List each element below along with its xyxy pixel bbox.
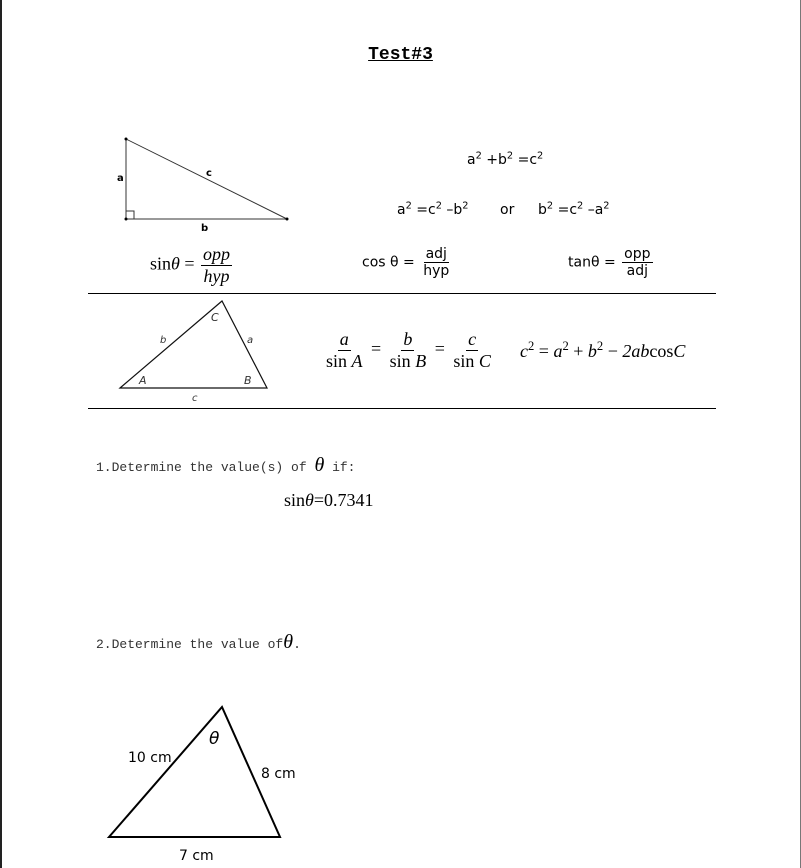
theta-angle-label: θ [209, 729, 220, 749]
pythagoras-variant-b: $b^2 =c^2$ $-a^2$ [538, 200, 610, 218]
pythagoras-variant-a: $a^2 =c^2$ $-b^2$ [397, 200, 469, 218]
page-title: Test#3 [368, 45, 433, 65]
question-2-triangle-diagram [100, 700, 320, 868]
vertex-C-label: C [211, 311, 219, 324]
triangle-vertex [286, 218, 289, 221]
sine-numerator: opp [203, 244, 231, 264]
sine-law-formula: $\frac{a}{\text{sin A}}$ = $\frac{b}{\text{sin B}}$ = $\frac{c}{\text{sin C}}$ [326, 329, 491, 371]
right-angle-marker [126, 211, 134, 219]
side-b-label: b [160, 335, 167, 346]
tangent-numerator: opp [624, 246, 651, 262]
right-side-length-label: 8 cm [261, 766, 296, 782]
side-a-label: a [117, 173, 124, 184]
page-left-border [0, 0, 2, 868]
question-1-equation: sinθ=0.7341 [284, 490, 374, 510]
question-2-triangle-outline [109, 707, 280, 837]
side-c-label: c [192, 393, 198, 404]
or-label: or [500, 202, 515, 218]
sine-denominator: hyp [203, 265, 230, 286]
tangent-denominator: adj [626, 263, 649, 280]
side-c-label: c [206, 168, 212, 179]
right-triangle-outline [126, 139, 287, 219]
side-b-label: b [201, 223, 209, 232]
sine-ratio-formula: sinθ = $\frac{\text{opp}}{\text{hyp}}$ [150, 244, 231, 286]
tangent-ratio-formula: tanθ = $\frac{\text{opp}}{\text{adj}}$ [568, 246, 651, 280]
cosine-law-formula: $c^2 = a^2 + b^2 - 2abcosC$ [520, 339, 686, 361]
cosine-ratio-formula: cos θ = $\frac{\text{adj}}{\text{hyp}}$ [362, 246, 450, 280]
left-side-length-label: 10 cm [128, 750, 172, 766]
right-triangle-diagram [110, 132, 300, 232]
side-a-label: a [247, 335, 254, 346]
question-1-text: 1.Determine the value(s) of θ if: [96, 454, 356, 476]
section-divider-top [88, 293, 716, 294]
question-2-text: 2.Determine the value ofθ. [96, 631, 301, 653]
triangle-vertex [125, 218, 128, 221]
cosine-denominator: hyp [423, 263, 450, 280]
pythagoras-formula: $a^2 +b^2 =c^2$ [467, 150, 544, 168]
triangle-vertex [125, 138, 128, 141]
vertex-B-label: B [244, 374, 252, 387]
vertex-A-label: A [139, 374, 147, 387]
cosine-numerator: adj [425, 246, 447, 262]
base-length-label: 7 cm [179, 848, 214, 864]
oblique-triangle-diagram [110, 296, 280, 406]
section-divider-bottom [88, 408, 716, 409]
